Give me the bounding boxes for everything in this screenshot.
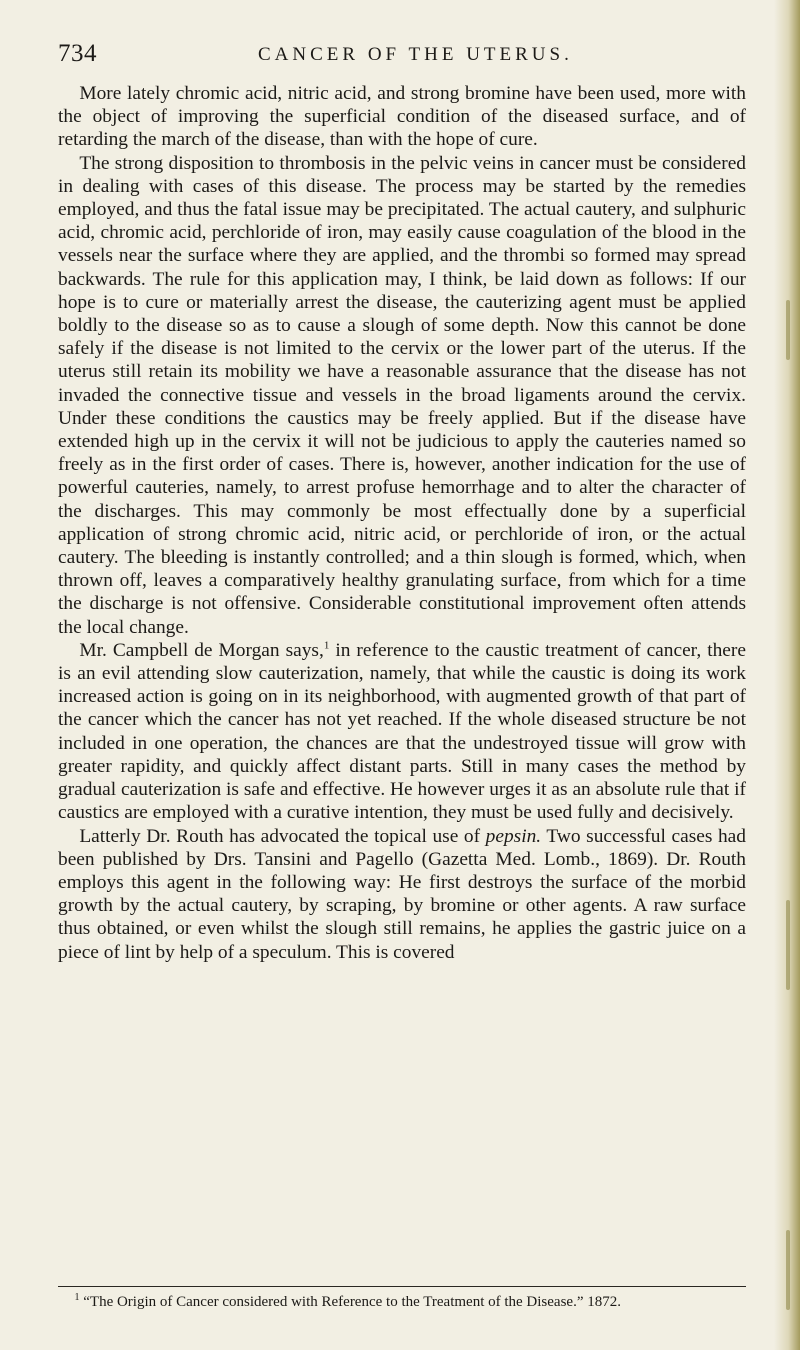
page-edge-mark [786, 900, 790, 990]
footnote-marker: 1 [74, 1292, 80, 1303]
paragraph-pepsin [58, 825, 746, 964]
paragraph-text: Two successful cases had been published by Drs. Tansini and Pagello (Gazetta Med. Lomb., 1869). Dr. Routh employs this agent in the following way: He first destroys the surface of the morbid growth by the actual cautery, by scraping, by bromine or other agents. A raw surface thus obtained, or even whilst the slough still remains, he applies the gastric juice on a piece of lint by help of a speculum. This is covered [58, 825, 746, 963]
paragraph-text: in reference to the caustic treatment of cancer, there is an evil attending slow cauterization, namely, that while the caustic is doing its work increased action is going on in its neighborhood, with augmented growth of that part of the cancer which the cancer has not yet reached. If the whole diseased structure be not included in one operation, the chances are that the undestroyed tissue will grow with greater rapidity, and quickly affect distant parts. Still in many cases the method by gradual cauterization is safe and effective. He however urges it as an absolute rule that if caustics are employed with a curative intention, they must be used fully and decisively. [58, 639, 746, 824]
page-header [58, 40, 748, 70]
paragraph-campbell-de-morgan [58, 639, 746, 825]
footnote-text: “The Origin of Cancer considered with Reference to the Treatment of the Disease.” 1872. [83, 1294, 621, 1310]
footnote-reference: 1 [323, 639, 330, 652]
running-head: CANCER OF THE UTERUS. [258, 44, 573, 65]
paragraph-chromic-acid: More lately chromic acid, nitric acid, and strong bromine have been used, more with the object of improving the superficial condition of the diseased surface, and of retarding the march of the disease, than with the hope of cure. [58, 83, 746, 151]
emphasis-pepsin: pepsin. [485, 825, 542, 847]
body-text [58, 82, 746, 964]
paragraph-text: Mr. Campbell de Morgan says, [79, 639, 324, 661]
footnote-divider [58, 1286, 746, 1287]
paragraph-text: Latterly Dr. Routh has advocated the topical use of [79, 825, 486, 847]
page-edge-shadow [774, 0, 800, 1350]
footnote [58, 1293, 746, 1311]
page-edge-mark [786, 300, 790, 360]
page-number: 734 [58, 40, 97, 67]
paragraph-thrombosis: The strong disposition to thrombosis in the pelvic veins in cancer must be considered in dealing with cases of this disease. The process may be started by the remedies employed, and thus the fatal issue may be precipitated. The actual cautery, and sulphuric acid, chromic acid, perchloride of iron, may easily cause coagulation of the blood in the vessels near the surface where they are applied, and the thrombi so formed may spread backwards. The rule for this application may, I think, be laid down as follows: If our hope is to cure or materially arrest the disease, the cauterizing agent must be applied boldly to the disease so as to cause a slough of some depth. Now this cannot be done safely if the disease is not limited to the cervix or the lower part of the uterus. If the uterus still retain its mobility we have a reasonable assurance that the disease has not invaded the connective tissue and vessels in the broad ligaments around the cervix. Under these conditions the caustics may be freely applied. But if the disease have extended high up in the cervix it will not be judicious to apply the cauteries named so freely as in the first order of cases. There is, however, another indication for the use of powerful cauteries, namely, to arrest profuse hemorrhage and to alter the character of the discharges. This may commonly be most effectually done by a superficial application of strong chromic acid, nitric acid, or perchloride of iron, or the actual cautery. The bleeding is instantly controlled; and a thin slough is formed, which, when thrown off, leaves a comparatively healthy granulating surface, from which for a time the discharge is not offensive. Considerable constitutional improvement often attends the local change. [58, 152, 746, 638]
page-edge-mark [786, 1230, 790, 1310]
